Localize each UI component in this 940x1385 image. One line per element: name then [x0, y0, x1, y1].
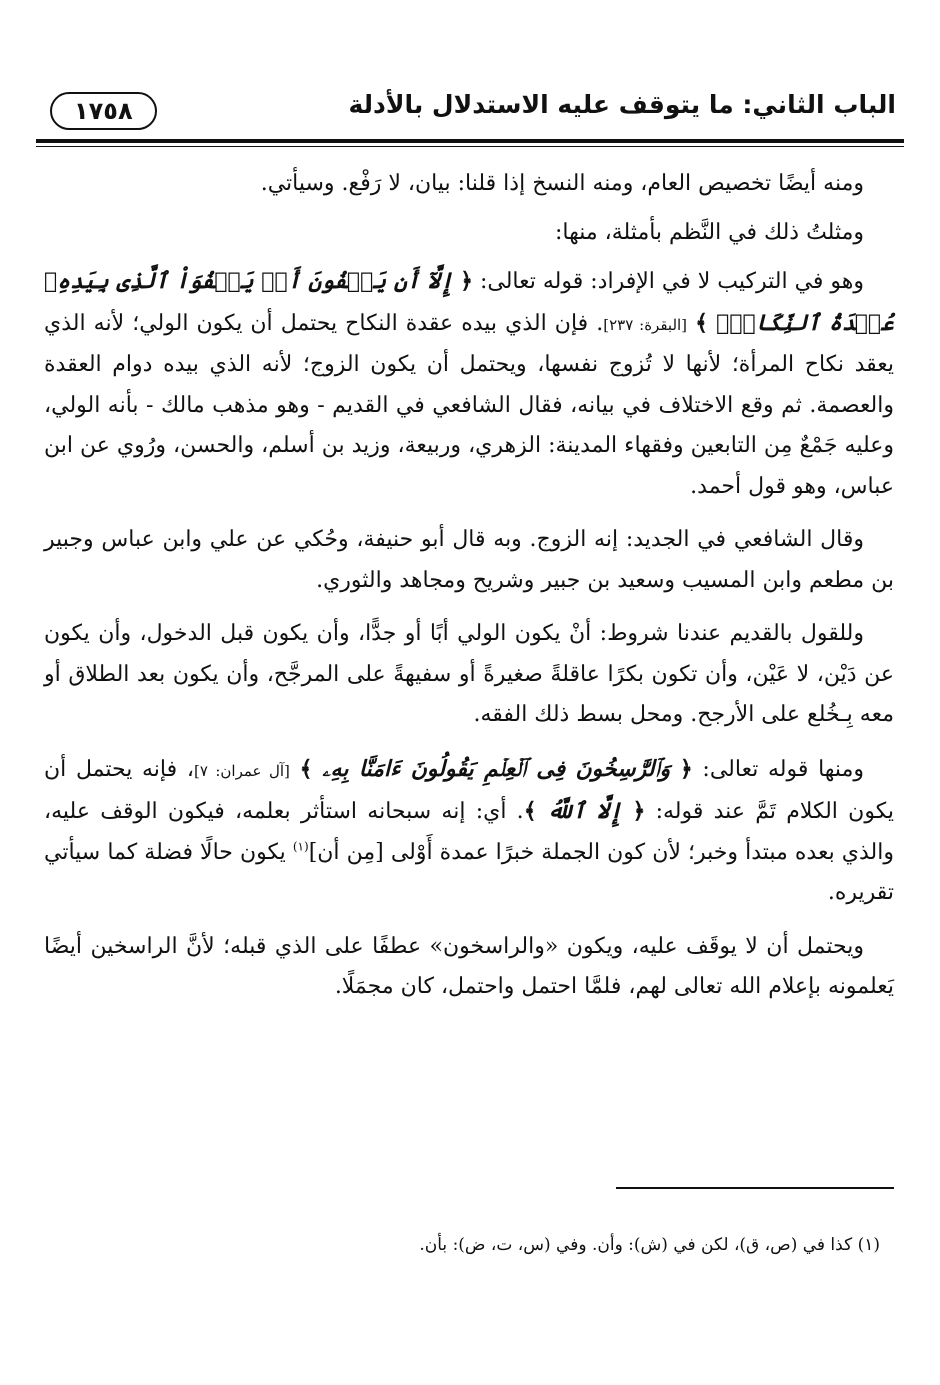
- header-rule-thin: [36, 146, 904, 147]
- text-run: ، فإنه يحتمل أن يكون الكلام تَمَّ عند قوله:: [44, 756, 894, 824]
- paragraph-7: ويحتمل أن لا يوقَف عليه، ويكون «والراسخون» عطفًا على الذي قبله؛ لأنَّ الراسخين أيضًا يَعلمونه بإعلام الله تعالى لهم، فلمَّا احتمل واحتمل، كان مجمَلًا.: [44, 933, 894, 999]
- paragraph-2: ومثلتُ ذلك في النَّظم بأمثلة، منها:: [554, 219, 864, 245]
- text-run: . أي: إنه سبحانه استأثر بعلمه، فيكون الوقف عليه، والذي بعده مبتدأ وخبر؛ لأن كون الجملة خبرًا عمدة أَوْلى [مِن أن]: [44, 799, 894, 865]
- verse-reference: [آل عمران: ٧]: [193, 761, 290, 780]
- quran-bracket-close: ﴾: [299, 755, 313, 782]
- footnote-marker: (١): [292, 839, 309, 854]
- paragraph-5: وللقول بالقديم عندنا شروط: أنْ يكون الولي أبًا أو جدًّا، وأن يكون قبل الدخول، وأن يكون عن دَيْن، لا عَيْن، وأن تكون بكرًا عاقلةً صغيرةً أو سفيهةً على المرجَّح، وأن يكون بعد الطلاق أو معه بِـخُلع على الأرجح. ومحل بسط ذلك الفقه.: [44, 621, 894, 727]
- paragraph-4: وقال الشافعي في الجديد: إنه الزوج. وبه قال أبو حنيفة، وحُكي عن علي وابن عباس وجبير بن مطعم وابن المسيب وسعيد بن جبير وشريح ومجاهد والثوري.: [44, 527, 894, 593]
- text-run: . فإن الذي بيده عقدة النكاح يحتمل أن يكون الولي؛ لأنه الذي يعقد نكاح المرأة؛ لأنها لا تُزوج نفسها، ويحتمل أن يكون الزوج؛ لأنه الذي بيده دوام العقدة والعصمة. ثم وقع الاختلاف في بيانه، فقال الشافعي في القديم - وهو مذهب مالك - بأنه الولي، وعليه جَمْعٌ مِن التابعين وفقهاء المدينة: الزهري، وربيعة، وزيد بن أسلم، والحسن، ورُوي عن ابن عباس، وهو قول أحمد.: [44, 310, 894, 499]
- header-rule-thick: [36, 139, 904, 143]
- footnote-separator: [616, 1187, 894, 1189]
- quran-bracket-open: ﴿: [460, 268, 473, 294]
- paragraph-3: [44, 261, 894, 507]
- text-run: ومنها قوله تعالى:: [702, 756, 864, 782]
- quran-verse: إِلَّآ أَن يَعۡفُونَ أَوۡ يَعۡفُوَاْ ٱلَّذِى بِيَدِهِۦ عُقۡدَةُ ٱلنِّكَاحِۚ: [44, 268, 895, 336]
- paragraph-1: ومنه أيضًا تخصيص العام، ومنه النسخ إذا قلنا: بيان، لا رَفْع. وسيأتي.: [260, 171, 864, 196]
- quran-verse: وَٱلرَّٰسِخُونَ فِى ٱلۡعِلۡمِ يَقُولُونَ ءَامَنَّا بِهِۦ: [322, 755, 671, 782]
- verse-reference: [البقرة: ٢٣٧]: [603, 315, 688, 334]
- quran-bracket-close: ﴾: [523, 798, 537, 824]
- quran-bracket-close: ﴾: [695, 309, 709, 336]
- running-header: [36, 88, 904, 134]
- quran-bracket-open: ﴿: [632, 798, 646, 824]
- page-number: ١٧٥٨: [50, 92, 157, 130]
- footnote: (١) كذا في (ص، ق)، لكن في (ش): وأن. وفي (س، ت، ض): بأن.: [419, 1235, 880, 1255]
- text-run: وهو في التركيب لا في الإفراد: قوله تعالى:: [479, 269, 865, 294]
- quran-bracket-open: ﴿: [679, 755, 693, 782]
- main-text: [44, 164, 894, 1021]
- paragraph-6: [44, 749, 894, 914]
- chapter-title: الباب الثاني: ما يتوقف عليه الاستدلال بالأدلة: [348, 90, 896, 119]
- text-run: يكون حالًا فضلة كما سيأتي تقريره.: [44, 839, 894, 905]
- quran-verse: إِلَّا ٱللَّهُ: [546, 798, 623, 824]
